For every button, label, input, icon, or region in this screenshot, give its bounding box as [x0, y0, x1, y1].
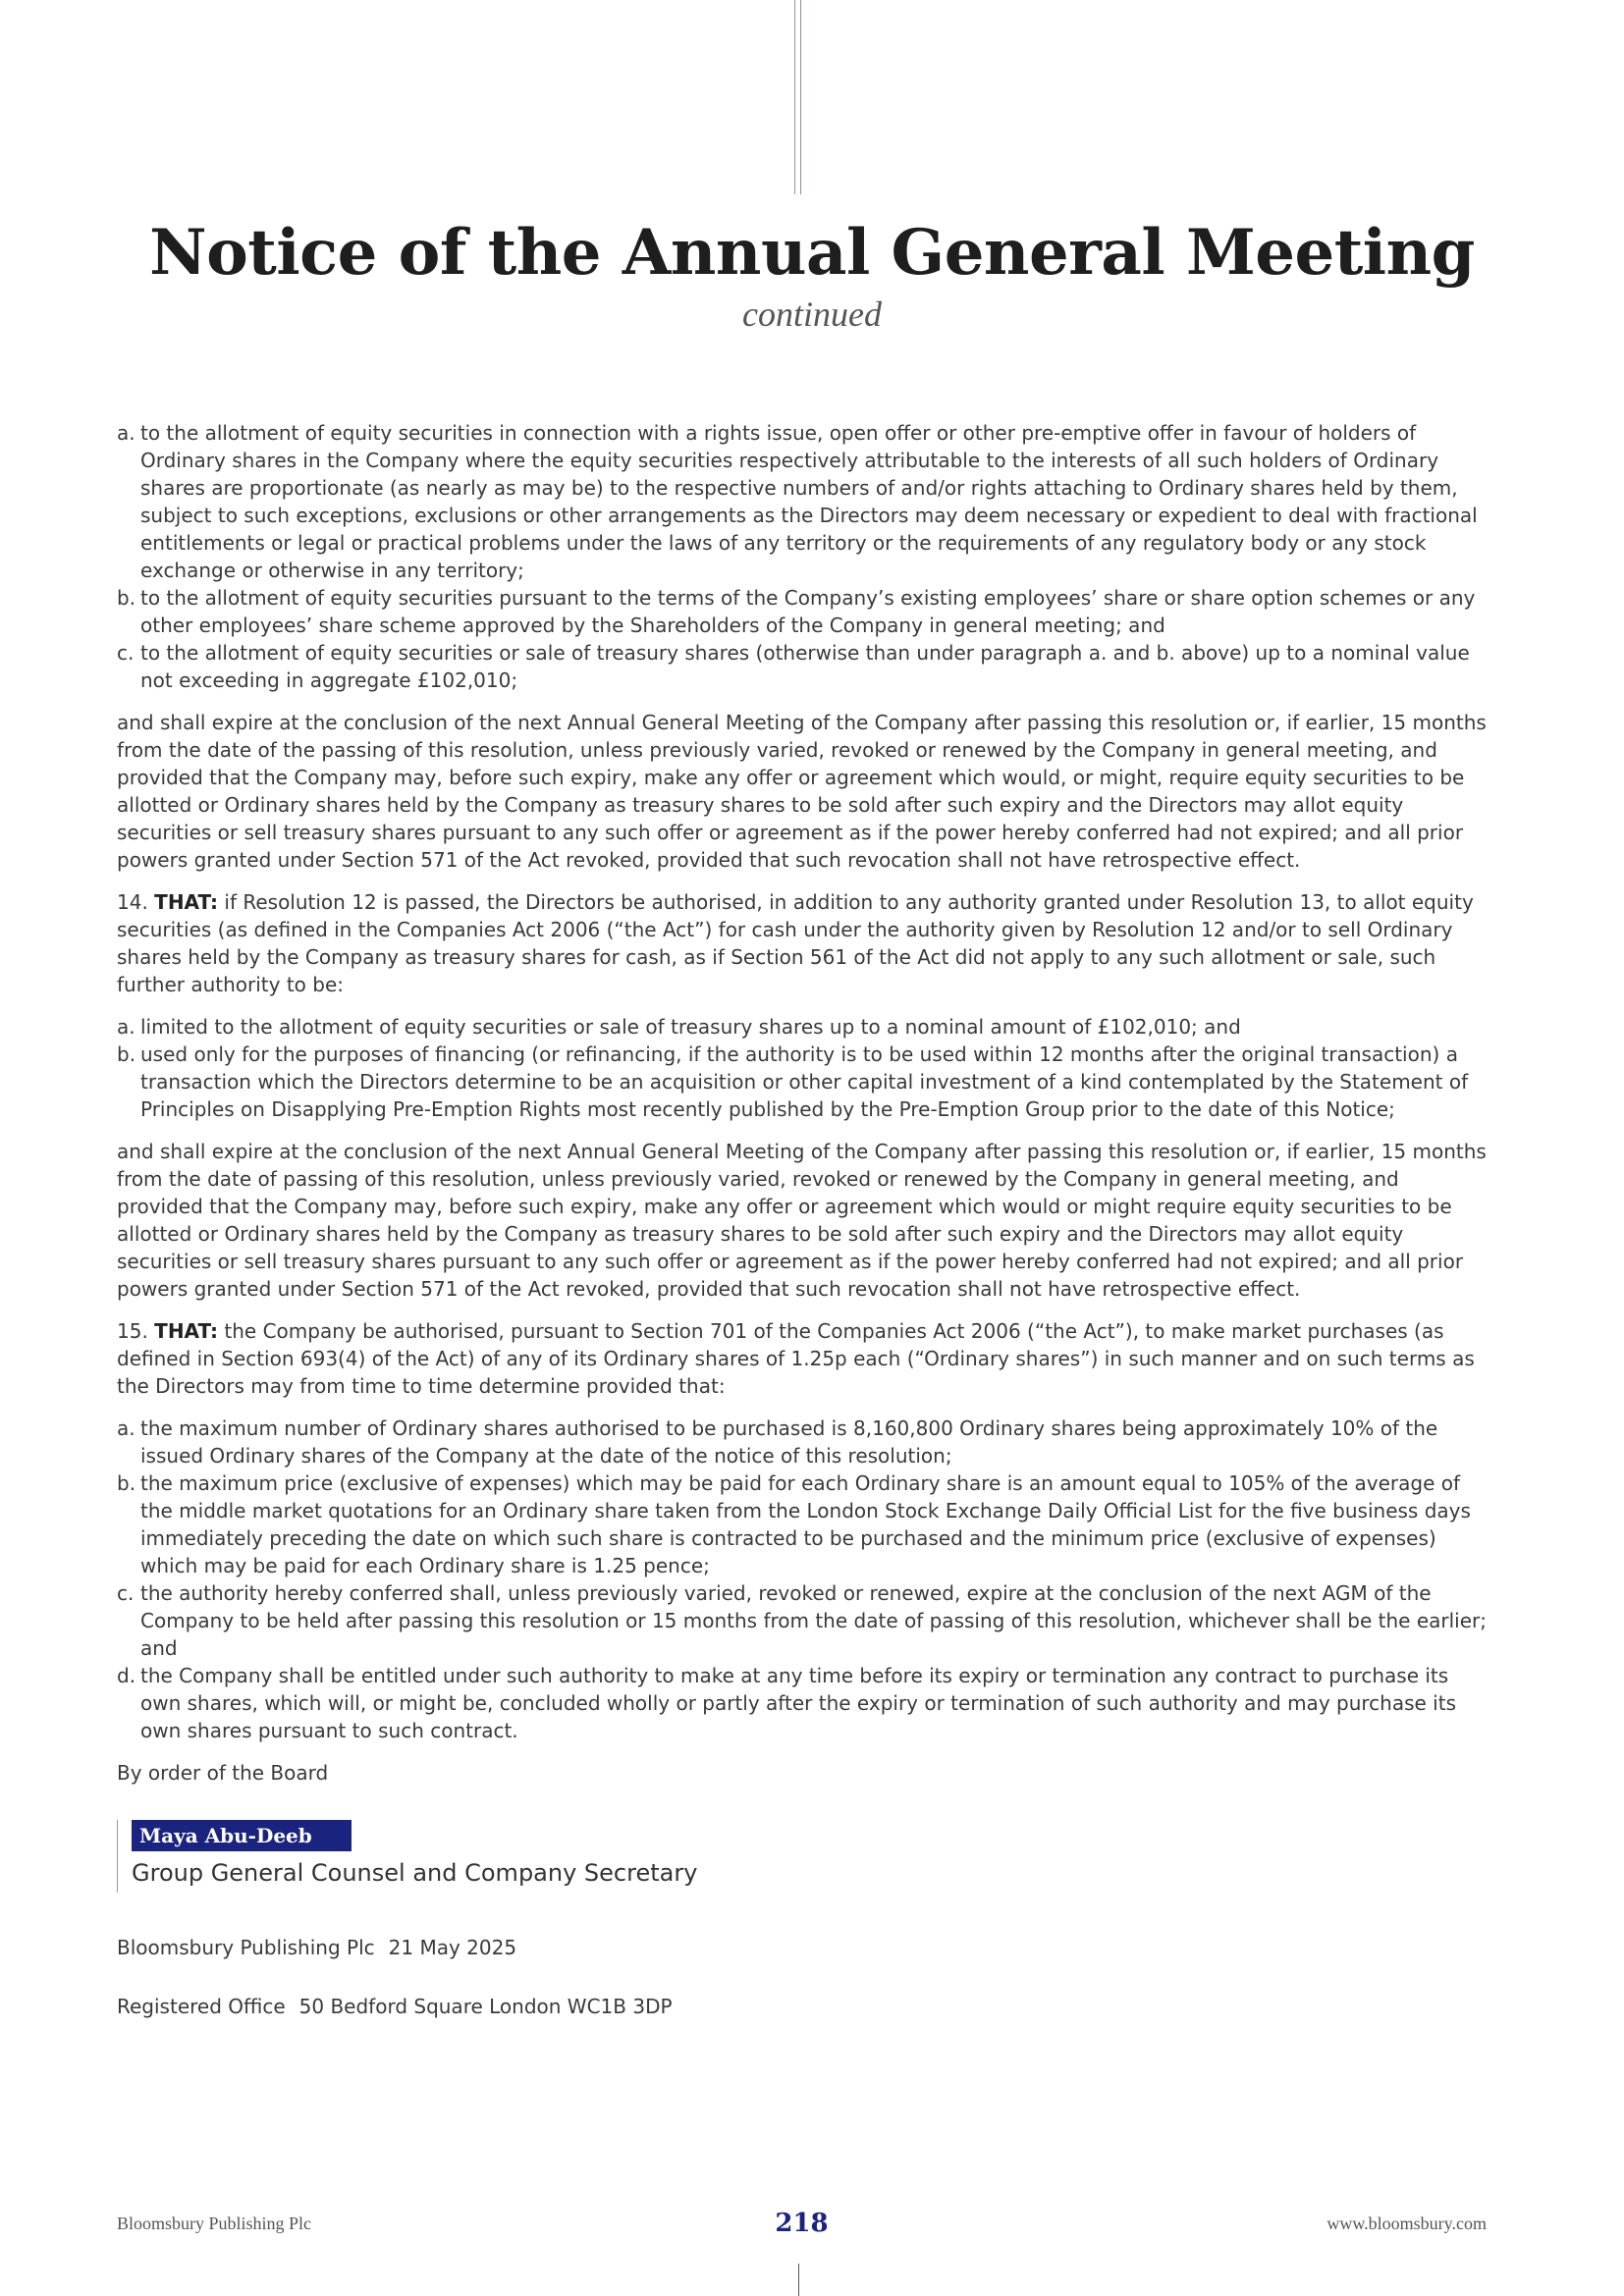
office-label: Registered Office [117, 1995, 286, 2018]
resolution-text: if Resolution 12 is passed, the Directors be authorised, in addition to any authority granted under Resolution 13, to allot equity securities (as defined in the Companies Act 2006 (“the Act”) for cash under the authority given by Resolution 12 and/or to sell Ordinary shares held by the Company as treasury shares for cash, as if Section 561 of the Act did not apply to any such allotment or sale, such further authority to be: [117, 890, 1474, 996]
list-marker: a. [117, 421, 135, 445]
expiry-paragraph: and shall expire at the conclusion of the next Annual General Meeting of the Company after passing this resolution or, if earlier, 15 months from the date of the passing of this resolution, unless previously varied, revoked or renewed by the Company in general meeting, and provided that the Company may, before such expiry, make any offer or agreement which would, or might, require equity securities to be allotted or Ordinary shares held by the Company as treasury shares to be sold after such expiry and the Directors may allot equity securities or sell treasury shares pursuant to any such offer or agreement as if the power hereby conferred had not expired; and all prior powers granted under Section 571 of the Act revoked, provided that such revocation shall not have retrospective effect. [117, 711, 1487, 872]
allotment-list [117, 419, 1487, 694]
list-item [117, 1013, 1487, 1041]
resolution-14 [117, 888, 1487, 998]
list-text: the maximum number of Ordinary shares authorised to be purchased is 8,160,800 Ordinary shares being approximately 10% of the issued Ordinary shares of the Company at the date of the notice of this resolution; [140, 1416, 1438, 1468]
page-subtitle: continued [742, 294, 882, 334]
list-text: to the allotment of equity securities pursuant to the terms of the Company’s existing employees’ share or share option schemes or any other employees’ share scheme approved by the Shareholders of the Company in general meeting; and [140, 586, 1476, 637]
issue-date: 21 May 2025 [388, 1936, 517, 1959]
list-marker: c. [117, 641, 135, 665]
list-text: to the allotment of equity securities or sale of treasury shares (otherwise than under paragraph a. and b. above) up to a nominal value not exceeding in aggregate £102,010; [140, 641, 1470, 692]
list-item [117, 584, 1487, 639]
authority-list [117, 1013, 1487, 1123]
resolution-number: 15. [117, 1319, 148, 1343]
footer-website: www.bloomsbury.com [1326, 2214, 1487, 2233]
footer-company: Bloomsbury Publishing Plc [117, 2214, 312, 2233]
issuer-line [117, 1934, 1487, 1961]
issuer-company: Bloomsbury Publishing Plc [117, 1936, 375, 1959]
page-title: Notice of the Annual General Meeting [149, 216, 1475, 290]
office-address: 50 Bedford Square London WC1B 3DP [298, 1995, 673, 2018]
signature-block [117, 1820, 1487, 1893]
list-marker: a. [117, 1416, 135, 1440]
registered-office-line [117, 1993, 1487, 2020]
bottom-divider-rule [798, 2264, 799, 2296]
list-text: to the allotment of equity securities in connection with a rights issue, open offer or other pre-emptive offer in favour of holders of Ordinary shares in the Company where the equity securities respectively attributable to the interests of all such holders of Ordinary shares are proportionate (as nearly as may be) to the respective numbers of and/or rights attaching to Ordinary shares held by them, subject to such exceptions, exclusions or other arrangements as the Directors may deem necessary or expedient to deal with fractional entitlements or legal or practical problems under the laws of any territory or the requirements of any regulatory body or any stock exchange or otherwise in any territory; [140, 421, 1478, 582]
list-marker: d. [117, 1664, 136, 1687]
list-item [117, 419, 1487, 584]
list-marker: b. [117, 586, 136, 610]
top-divider-rule [794, 0, 802, 194]
resolution-text: the Company be authorised, pursuant to Section 701 of the Companies Act 2006 (“the Act”), to make market purchases (as defined in Section 693(4) of the Act) of any of its Ordinary shares of 1.25p each (“Ordinary shares”) in such manner and on such terms as the Directors may from time to time determine provided that: [117, 1319, 1475, 1398]
page-header [0, 216, 1624, 335]
resolution-lead: THAT: [154, 1319, 219, 1343]
list-marker: c. [117, 1581, 135, 1605]
signatory-name: Maya Abu-Deeb [132, 1820, 352, 1851]
list-text: used only for the purposes of financing (or refinancing, if the authority is to be used within 12 months after the original transaction) a transaction which the Directors determine to be an acquisition or other capital investment of a kind contemplated by the Statement of Principles on Disapplying Pre-Emption Rights most recently published by the Pre-Emption Group prior to the date of this Notice; [140, 1042, 1469, 1121]
list-item [117, 1469, 1487, 1579]
list-item [117, 1041, 1487, 1123]
signatory-role: Group General Counsel and Company Secretary [132, 1859, 698, 1887]
resolution-15 [117, 1317, 1487, 1400]
by-order-text: By order of the Board [117, 1761, 329, 1785]
expiry-paragraph: and shall expire at the conclusion of the next Annual General Meeting of the Company after passing this resolution or, if earlier, 15 months from the date of passing of this resolution, unless previously varied, revoked or renewed by the Company in general meeting, and provided that the Company may, before such expiry, make any offer or agreement which would or might require equity securities to be allotted or Ordinary shares held by the Company as treasury shares to be sold after such expiry and the Directors may allot equity securities or sell treasury shares pursuant to any such offer or agreement as if the power hereby conferred had not expired; and all prior powers granted under Section 571 of the Act revoked, provided that such revocation shall not have retrospective effect. [117, 1140, 1487, 1301]
list-item [117, 1415, 1487, 1469]
list-text: the Company shall be entitled under such authority to make at any time before its expiry or termination any contract to purchase its own shares, which will, or might be, concluded wholly or partly after the expiry or termination of such authority and may purchase its own shares pursuant to such contract. [140, 1664, 1456, 1742]
list-item [117, 639, 1487, 694]
page-number: 218 [775, 2209, 829, 2238]
purchase-conditions-list [117, 1415, 1487, 1744]
list-marker: a. [117, 1015, 135, 1039]
list-text: the maximum price (exclusive of expenses) which may be paid for each Ordinary share is an amount equal to 105% of the average of the middle market quotations for an Ordinary share taken from the London Stock Exchange Daily Official List for the five business days immediately preceding the date on which such share is contracted to be purchased and the minimum price (exclusive of expenses) which may be paid for each Ordinary share is 1.25 pence; [140, 1471, 1471, 1577]
page-footer [117, 2209, 1487, 2238]
list-text: the authority hereby conferred shall, unless previously varied, revoked or renewed, expire at the conclusion of the next AGM of the Company to be held after passing this resolution or 15 months from the date of passing of this resolution, whichever shall be the earlier; and [140, 1581, 1487, 1660]
list-item [117, 1662, 1487, 1744]
list-marker: b. [117, 1042, 136, 1066]
list-item [117, 1579, 1487, 1662]
notice-body [117, 419, 1487, 2020]
list-text: limited to the allotment of equity securities or sale of treasury shares up to a nominal amount of £102,010; and [140, 1015, 1241, 1039]
resolution-lead: THAT: [154, 890, 219, 914]
list-marker: b. [117, 1471, 136, 1495]
resolution-number: 14. [117, 890, 148, 914]
